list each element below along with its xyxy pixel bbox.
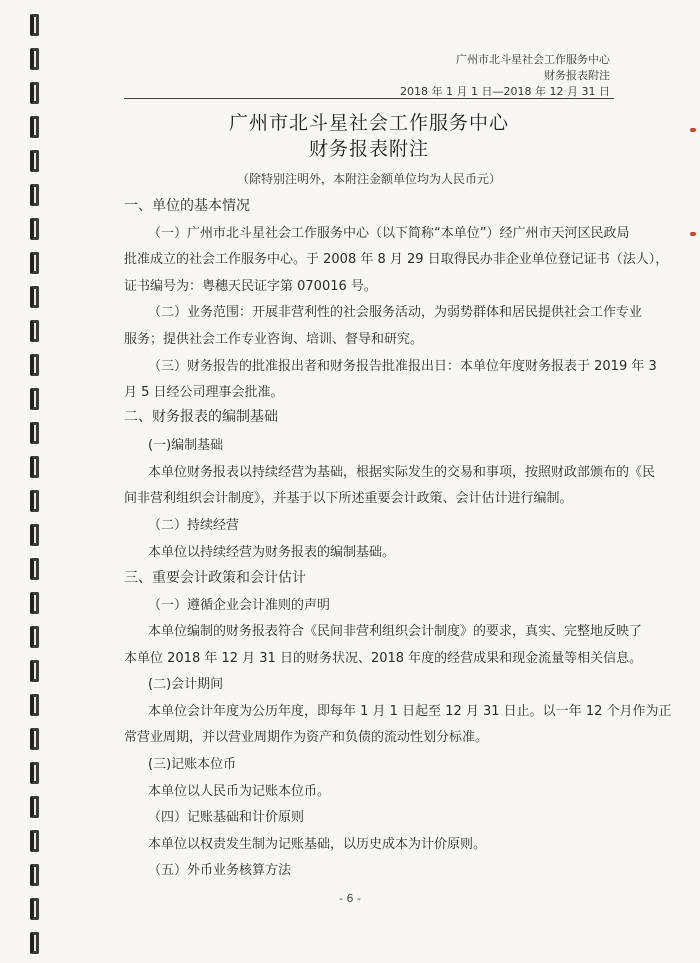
binding-ring: [30, 728, 39, 750]
binding-ring: [30, 558, 39, 580]
paragraph-line: 服务；提供社会工作专业咨询、培训、督导和研究。: [124, 332, 424, 347]
binding-ring: [30, 14, 39, 36]
paragraph-line: 本单位以持续经营为财务报表的编制基础。: [148, 545, 396, 560]
binding-ring: [30, 626, 39, 648]
page-number: - 6 -: [339, 892, 361, 905]
binding-ring: [30, 490, 39, 512]
paragraph-line: 本单位会计年度为公历年度，即每年 1 月 1 日起至 12 月 31 日止。以一年 12 个月作为正: [148, 704, 672, 719]
binding-ring: [30, 388, 39, 410]
binding-ring: [30, 864, 39, 886]
binding-ring: [30, 932, 39, 954]
header-org: 广州市北斗星社会工作服务中心: [456, 53, 610, 66]
page-title-line1: 广州市北斗星社会工作服务中心: [228, 112, 509, 134]
subheading: (一)编制基础: [148, 438, 224, 453]
edge-mark: [690, 128, 696, 132]
paragraph-line: 本单位以权责发生制为记账基础，以历史成本为计价原则。: [148, 837, 487, 852]
binding-ring: [30, 150, 39, 172]
paragraph-line: 间非营利组织会计制度》，并基于以下所述重要会计政策、会计估计进行编制。: [124, 491, 573, 506]
subheading: （一）遵循企业会计准则的声明: [148, 598, 331, 613]
page-title-line2: 财务报表附注: [308, 138, 429, 160]
binding-ring: [30, 184, 39, 206]
section-heading-3: 三、重要会计政策和会计估计: [124, 570, 306, 586]
binding-ring: [30, 830, 39, 852]
subheading: (三)记账本位币: [148, 757, 237, 772]
header-doc: 财务报表附注: [544, 69, 610, 82]
section-heading-2: 二、财务报表的编制基础: [124, 409, 278, 425]
binding-ring: [30, 694, 39, 716]
paragraph-line: 本单位财务报表以持续经营为基础，根据实际发生的交易和事项，按照财政部颁布的《民: [148, 465, 656, 480]
header-rule: [124, 98, 614, 99]
binding-ring: [30, 116, 39, 138]
binding-ring: [30, 762, 39, 784]
binding-ring: [30, 422, 39, 444]
binding-ring: [30, 48, 39, 70]
binding-ring: [30, 354, 39, 376]
paragraph-line: （二）业务范围：开展非营利性的社会服务活动，为弱势群体和居民提供社会工作专业: [148, 305, 643, 320]
currency-note: （除特别注明外，本附注金额单位均为人民币元）: [236, 172, 501, 186]
binding-ring: [30, 592, 39, 614]
paragraph-line: （一）广州市北斗星社会工作服务中心（以下简称“本单位”）经广州市天河区民政局: [148, 226, 630, 241]
spiral-binding: [0, 0, 60, 963]
paragraph-line: 本单位编制的财务报表符合《民间非营利组织会计制度》的要求，真实、完整地反映了: [148, 624, 643, 639]
binding-ring: [30, 796, 39, 818]
binding-ring: [30, 286, 39, 308]
paragraph-line: （三）财务报告的批准报出者和财务报告批准报出日：本单位年度财务报表于 2019 年 3: [148, 359, 657, 374]
running-header: [400, 52, 610, 100]
subheading: （二）持续经营: [148, 518, 240, 533]
binding-ring: [30, 82, 39, 104]
binding-ring: [30, 218, 39, 240]
binding-ring: [30, 252, 39, 274]
binding-ring: [30, 456, 39, 478]
paragraph-line: 批准成立的社会工作服务中心。于 2008 年 8 月 29 日取得民办非企业单位登记证书（法人），: [124, 252, 669, 267]
paragraph-line: 月 5 日经公司理事会批准。: [124, 385, 284, 400]
header-period: 2018 年 1 月 1 日—2018 年 12 月 31 日: [400, 85, 610, 98]
binding-ring: [30, 660, 39, 682]
edge-mark: [690, 232, 696, 236]
binding-ring: [30, 524, 39, 546]
paragraph-line: 证书编号为：粤穗天民证字第 070016 号。: [124, 279, 377, 294]
subheading: (二)会计期间: [148, 677, 224, 692]
paragraph-line: 本单位以人民币为记账本位币。: [148, 784, 331, 799]
paragraph-line: 本单位 2018 年 12 月 31 日的财务状况、2018 年度的经营成果和现金流量等相关信息。: [124, 651, 643, 666]
subheading: （五）外币业务核算方法: [148, 863, 292, 878]
binding-ring: [30, 320, 39, 342]
subheading: （四）记账基础和计价原则: [148, 810, 305, 825]
section-heading-1: 一、单位的基本情况: [124, 198, 250, 214]
paragraph-line: 常营业周期，并以营业周期作为资产和负债的流动性划分标准。: [124, 730, 489, 745]
